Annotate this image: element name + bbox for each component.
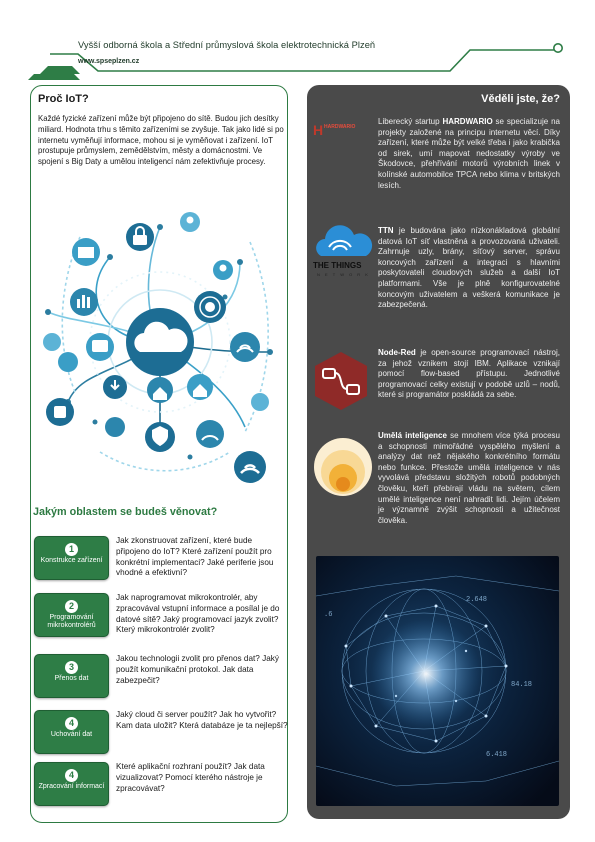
fact-ai: Umělá inteligence se mnohem více týká procesu a schopnosti mimořádné vyspělého myšlení a analýzy dat než nějakého konkrétního formátu nebo funkce. Přestože umělá inteligence v nás vyvolává představu složitých robotů podobných člověku, kteří přebírají vládu na světem, cílem umělé inteligence není nahradit lidi. Jejím účelem je významně zvýšit schopnosti a užitečnost člověka. — [378, 431, 560, 525]
svg-text:2.648: 2.648 — [466, 596, 488, 604]
area-description: Jakou technologii zvolit pro přenos dat? Jaký použít komunikační protokol. Jak data zabezpečit? — [116, 654, 279, 685]
area-label: Uchování dat — [50, 731, 93, 738]
school-name: Vyšší odborná škola a Střední průmyslová škola elektrotechnická Plzeň — [78, 40, 376, 50]
node-red-logo — [313, 351, 369, 411]
area-number: 4 — [65, 769, 78, 782]
hardwario-logo-text: HARDWARIO — [324, 124, 356, 130]
fact-keyword: HARDWARIO — [442, 117, 493, 126]
fact-hardwario: Liberecký startup HARDWARIO se specializuje na projekty založené na principu internetu věcí. Díky zařízení, které může být velké třeba i jako krabička od sirek, umí mapovat nedostatky výroby ve Škodovce, přehřívání motorů výrobních linek v kolínské automobilce TPCA nebo klima v britských lesích. — [378, 117, 561, 190]
area-badge — [34, 593, 109, 637]
ai-diagram-logo — [312, 432, 374, 500]
areas-heading: Jakým oblastem se budeš věnovat? — [33, 506, 218, 518]
ttn-logo-text: THE THINGS — [313, 261, 362, 270]
area-description: Jaký cloud či server použít? Jak ho vytvořit? Kam data uložit? Která databáze je ta nejlepší? — [116, 710, 288, 730]
svg-text:6.418: 6.418 — [486, 751, 508, 759]
iot-illustration — [40, 202, 280, 487]
area-row — [32, 593, 288, 643]
svg-text:.6: .6 — [324, 611, 333, 619]
area-label: Programování mikrokontrolérů — [47, 614, 96, 630]
school-url[interactable]: www.spseplzen.cz — [78, 58, 140, 65]
ttn-logo — [311, 222, 375, 278]
fact-keyword: TTN — [378, 226, 394, 235]
fact-ttn: TTN je budována jako nízkonákladová globální datová IoT síť vlastněná a provozovaná uživateli. Zahrnuje uzly, brány, síťový server, správu koncových zařízení a integraci s hlavními poskytovateli cloudových služeb a další IoT platformami. Vše je plně konfigurovatelné koncovým uživatelem a veškerá komunikace je zabezpečená. — [378, 226, 560, 310]
area-label: Přenos dat — [54, 675, 89, 682]
area-row — [32, 762, 288, 812]
area-badge — [34, 762, 109, 806]
network-sphere-image — [316, 556, 559, 806]
area-description: Jak zkonstruovat zařízení, které bude připojeno do IoT? Které zařízení použít pro konkrétní implementaci? Jaké periferie jsou vhodné a efektivní? — [116, 536, 274, 578]
facts-heading: Věděli jste, že? — [481, 93, 560, 105]
area-number: 4 — [65, 717, 78, 730]
fact-node-red: Node-Red je open-source programovací nástroj, za jehož vznikem stojí IBM. Aplikace vznikají pomocí flow-based přístupu. Jednotlivé programovací celky existují v podobě uzlů – nodů, které si programátor poskládá za sebe. — [378, 348, 560, 400]
area-badge — [34, 536, 109, 580]
svg-text:N E T W O R K: N E T W O R K — [317, 272, 370, 277]
iot-heading: Proč IoT? — [38, 93, 89, 105]
area-label: Zpracování informací — [38, 783, 105, 790]
svg-text:84.18: 84.18 — [511, 681, 533, 689]
area-badge — [34, 710, 109, 754]
fact-keyword: Umělá inteligence — [378, 431, 447, 440]
svg-text:H: H — [313, 122, 324, 138]
area-badge — [34, 654, 109, 698]
area-number: 3 — [65, 661, 78, 674]
fact-keyword: Node-Red — [378, 348, 416, 357]
area-row — [32, 654, 288, 704]
hardwario-logo — [312, 118, 372, 140]
area-row — [32, 536, 288, 586]
area-description: Které aplikační rozhraní použít? Jak data vizualizovat? Pomocí kterého nástroje je zpracovávat? — [116, 762, 265, 793]
page-header — [0, 0, 595, 80]
area-label: Konstrukce zařízení — [40, 557, 103, 564]
iot-intro-text: Každé fyzické zařízení může být připojeno do sítě. Budou jich desítky miliard. Hodnota trhu s těmito zařízeními se zvyšuje. Tak jako lidé si po internetu vyměňují informace, mohou si je vyměňovat i zařízení. IoT prostupuje průmyslem, zemědělstvím, městy a domácnostmi. Ve spojení s Big Daty a umělou inteligencí nám zefektivňuje procesy. — [38, 114, 284, 167]
area-number: 1 — [65, 543, 78, 556]
area-number: 2 — [65, 600, 78, 613]
area-row — [32, 710, 288, 760]
area-description: Jak naprogramovat mikrokontrolér, aby zpracovával vstupní informace a posílal je do datové sítě? Jaký programovací jazyk zvolit? Který mikrokontrolér zvolit? — [116, 593, 280, 635]
